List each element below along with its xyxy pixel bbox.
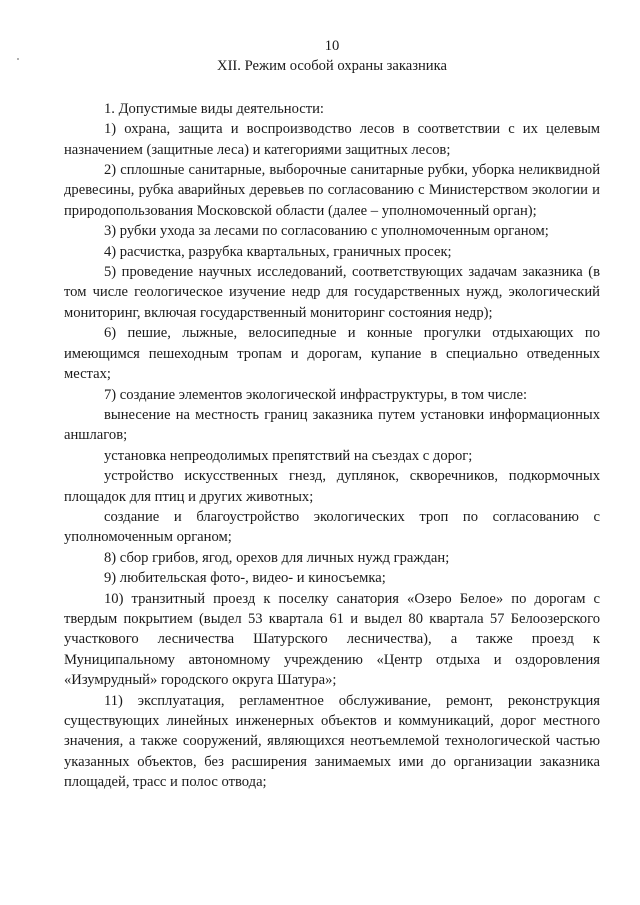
paragraph-5: 4) расчистка, разрубка квартальных, граничных просек; <box>104 243 452 260</box>
paragraph-3: 2) сплошные санитарные, выборочные санитарные рубки, уборка неликвидной древесины, рубка аварийных деревьев по согласованию с Министерством экологии и природопользования Московской области (далее – уполномоченный орган); <box>64 162 600 219</box>
paragraph-12: создание и благоустройство экологических троп по согласованию с уполномоченным органом; <box>64 508 600 546</box>
paragraph-9: вынесение на местность границ заказника путем установки информационных аншлагов; <box>64 406 600 444</box>
paragraph-2: 1) охрана, защита и воспроизводство лесов в соответствии с их целевым назначением (защитные леса) и категориями защитных лесов; <box>64 121 600 158</box>
paragraph-13: 8) сбор грибов, ягод, орехов для личных нужд граждан; <box>104 549 450 566</box>
paragraph-14: 9) любительская фото-, видео- и киносъемка; <box>104 570 386 587</box>
page-number: 10 <box>324 38 340 54</box>
scan-speck <box>17 58 19 60</box>
paragraph-11: устройство искусственных гнезд, дуплянок, скворечников, подкормочных площадок для птиц и других животных; <box>64 468 600 505</box>
section-title: XII. Режим особой охраны заказника <box>217 58 447 75</box>
paragraph-6: 5) проведение научных исследований, соответствующих задачам заказника (в том числе геологическое изучение недр для государственных нужд, экологический мониторинг, включая государственный мониторинг состояния недр); <box>64 264 600 321</box>
paragraph-10: установка непреодолимых препятствий на съездах с дорог; <box>104 447 473 464</box>
paragraph-16: 11) эксплуатация, регламентное обслуживание, ремонт, реконструкция существующих линейных инженерных объектов и коммуникаций, дорог местного значения, а также сооружений, являющихся неотъемлемой технологической частью указанных объектов, без расширения занимаемых ими до организации заказника площадей, трасс и полос отвода; <box>64 692 600 791</box>
paragraph-1: 1. Допустимые виды деятельности: <box>104 100 324 117</box>
document-page <box>64 36 600 793</box>
paragraph-15: 10) транзитный проезд к поселку санатория «Озеро Белое» по дорогам с твердым покрытием (выдел 53 квартала 61 и выдел 80 квартала 57 Белоозерского участкового лесничества Шатурского лесничества), а также проезд к Муниципальному автономному учреждению «Центр отдыха и оздоровления «Изумрудный» городского округа Шатура»; <box>64 590 600 689</box>
paragraph-8: 7) создание элементов экологической инфраструктуры, в том числе: <box>104 386 528 403</box>
paragraph-7: 6) пешие, лыжные, велосипедные и конные прогулки отдыхающих по имеющимся пешеходным тропам и дорогам, купание в специально отведенных местах; <box>64 325 600 383</box>
paragraph-4: 3) рубки ухода за лесами по согласованию с уполномоченным органом; <box>104 223 549 240</box>
